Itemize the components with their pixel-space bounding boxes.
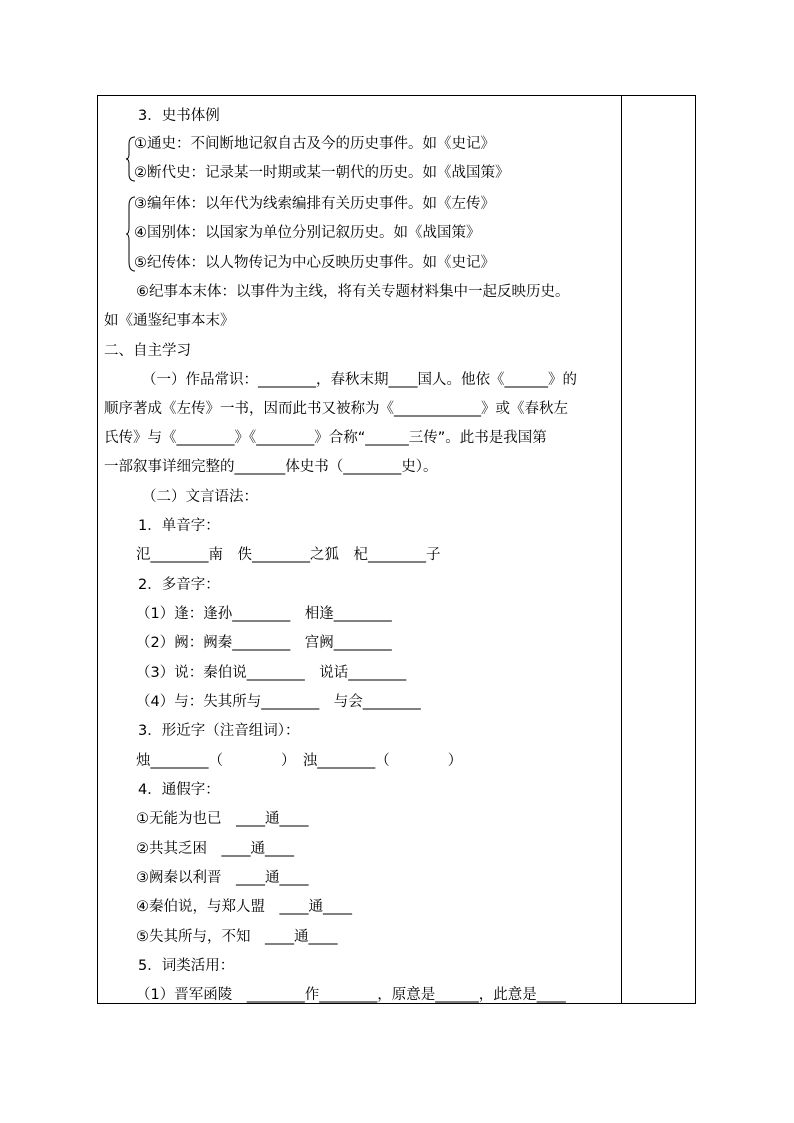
column-divider [621, 96, 622, 1003]
list-item: ②断代史：记录某一时期或某一朝代的历史。如《战国策》 [134, 165, 510, 181]
list-item: ③编年体：以年代为线索编排有关历史事件。如《左传》 [134, 196, 495, 212]
exercise-line: ①无能为也已 ____通____ [136, 811, 309, 827]
exercise-line: （1）逢：逢孙________ 相逢________ [136, 606, 392, 622]
exercise-line: （4）与：失其所与________ 与会________ [136, 694, 421, 710]
item-heading: 3．形近字（注音组词）： [138, 723, 300, 739]
exercise-line: 烛________（ ） 浊________（ ） [136, 753, 463, 769]
list-item: ④国别体：以国家为单位分别记叙历史。如《战国策》 [134, 225, 481, 241]
exercise-line: ③阙秦以利晋 ____通____ [136, 870, 309, 886]
exercise-line: （2）阙：阙秦________ 宫阙________ [136, 635, 392, 651]
item-heading: 1．单音字： [138, 518, 220, 534]
paragraph-line: （一）作品常识：________，春秋末期____国人。他依《______》的 [142, 372, 577, 388]
exercise-line: （3）说：秦伯说________ 说话________ [136, 665, 407, 681]
item-heading: 4．通假字： [138, 782, 220, 798]
exercise-line: 氾________南 佚________之狐 杞________子 [136, 547, 441, 563]
left-brace-icon [126, 196, 136, 272]
list-item: ①通史：不间断地记叙自古及今的历史事件。如《史记》 [134, 136, 495, 152]
left-brace-icon [126, 136, 136, 182]
paragraph-line: 顺序著成《左传》一书，因而此书又被称为《____________》或《春秋左 [104, 401, 568, 417]
paragraph-line: 一部叙事详细完整的_______体史书（________史）。 [104, 459, 438, 475]
list-item-continuation: 如《通鉴纪事本末》 [104, 313, 235, 329]
paragraph-line: 氏传》与《________》《________》合称“______三传”。此书是我国第 [104, 430, 547, 446]
subsection-heading: （二）文言语法： [142, 489, 258, 505]
exercise-line: （1）晋军函陵 ________作________，原意是______，此意是____ [136, 987, 566, 1003]
item-heading: 2．多音字： [138, 577, 220, 593]
section-title-history-genres: 3．史书体例 [138, 108, 220, 124]
exercise-line: ⑤失其所与，不知 ____通____ [136, 929, 338, 945]
exercise-line: ④秦伯说，与郑人盟 ____通____ [136, 899, 352, 915]
exercise-line: ②共其乏困 ____通____ [136, 841, 294, 857]
worksheet-table [97, 95, 696, 1004]
item-heading: 5．词类活用： [138, 958, 235, 974]
list-item: ⑤纪传体：以人物传记为中心反映历史事件。如《史记》 [134, 255, 495, 271]
list-item: ⑥纪事本末体：以事件为主线，将有关专题材料集中一起反映历史。 [136, 284, 570, 300]
section-heading-self-study: 二、自主学习 [104, 343, 191, 359]
